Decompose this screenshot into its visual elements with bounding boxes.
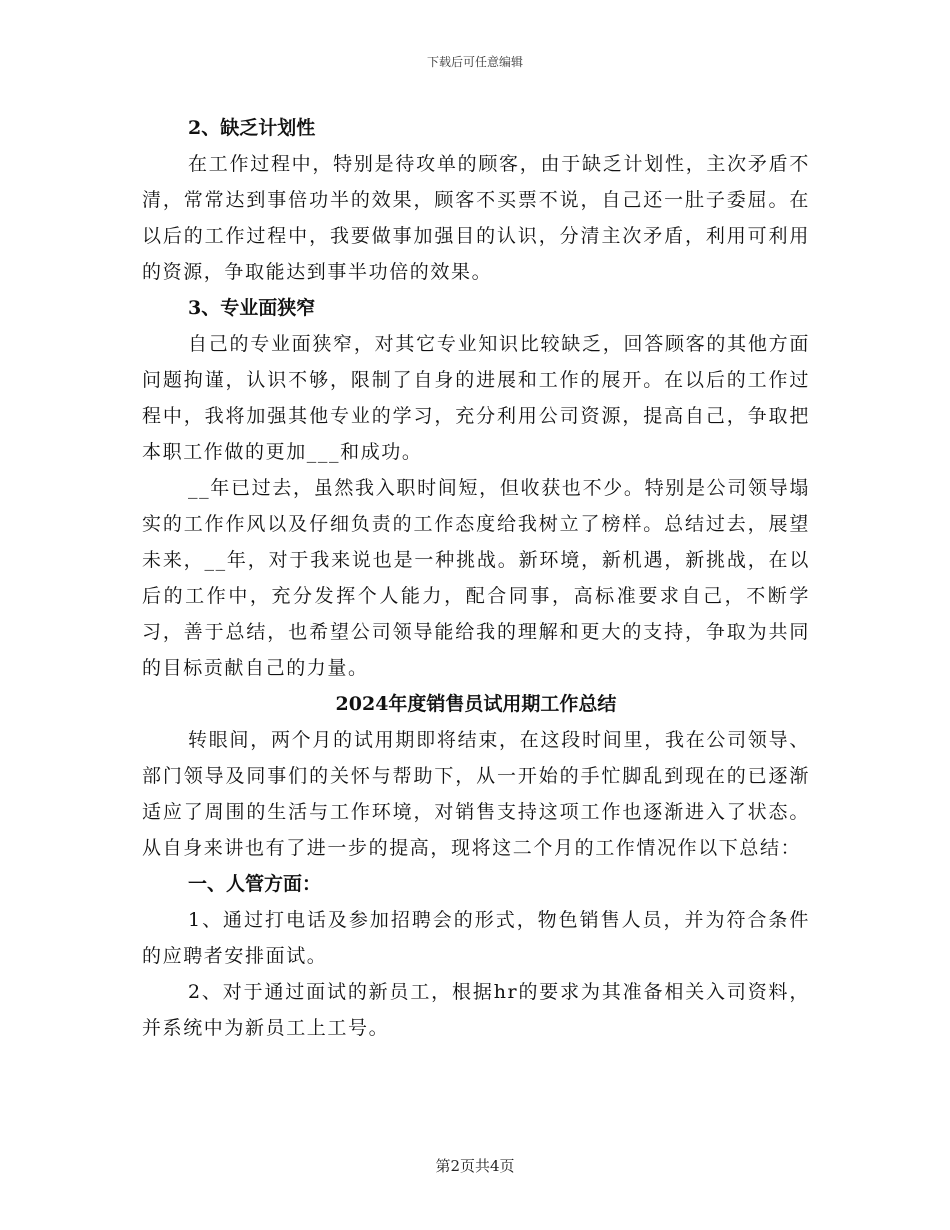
document-title: 2024年度销售员试用期工作总结 <box>335 693 617 715</box>
section-heading-planning: 2、缺乏计划性 <box>188 117 316 139</box>
page-number: 第2页共4页 <box>435 1157 515 1175</box>
paragraph-year-summary: __年已过去，虽然我入职时间短，但收获也不少。特别是公司领导塌实的工作作风以及仔细负责的工作态度给我树立了榜样。总结过去，展望未来，__年，对于我来说也是一种挑战。新环境，新机遇，新挑战，在以后的工作中，充分发挥个人能力，配合同事，高标准要求自己，不断学习，善于总结，也希望公司领导能给我的理解和更大的支持，争取为共同的目标贡献自己的力量。 <box>142 477 810 679</box>
section-heading-expertise: 3、专业面狭窄 <box>188 297 316 319</box>
section-heading-personnel: 一、人管方面： <box>188 873 322 895</box>
paragraph-item-1: 1、通过打电话及参加招聘会的形式，物色销售人员，并为符合条件的应聘者安排面试。 <box>142 909 810 967</box>
paragraph-item-2: 2、对于通过面试的新员工，根据hr的要求为其准备相关入司资料，并系统中为新员工上工号。 <box>142 981 810 1039</box>
paragraph-expertise: 自己的专业面狭窄，对其它专业知识比较缺乏，回答顾客的其他方面问题拘谨，认识不够，限制了自身的进展和工作的展开。在以后的工作过程中，我将加强其他专业的学习，充分利用公司资源，提高自己，争取把本职工作做的更加___和成功。 <box>142 333 810 463</box>
header-note: 下载后可任意编辑 <box>426 55 523 69</box>
document-body <box>142 110 810 1046</box>
paragraph-intro: 转眼间，两个月的试用期即将结束，在这段时间里，我在公司领导、部门领导及同事们的关怀与帮助下，从一开始的手忙脚乱到现在的已逐渐适应了周围的生活与工作环境，对销售支持这项工作也逐渐进入了状态。从自身来讲也有了进一步的提高，现将这二个月的工作情况作以下总结： <box>142 729 810 859</box>
paragraph-planning: 在工作过程中，特别是待攻单的顾客，由于缺乏计划性，主次矛盾不清，常常达到事倍功半的效果，顾客不买票不说，自己还一肚子委屈。在以后的工作过程中，我要做事加强目的认识，分清主次矛盾，利用可利用的资源，争取能达到事半功倍的效果。 <box>142 153 810 283</box>
